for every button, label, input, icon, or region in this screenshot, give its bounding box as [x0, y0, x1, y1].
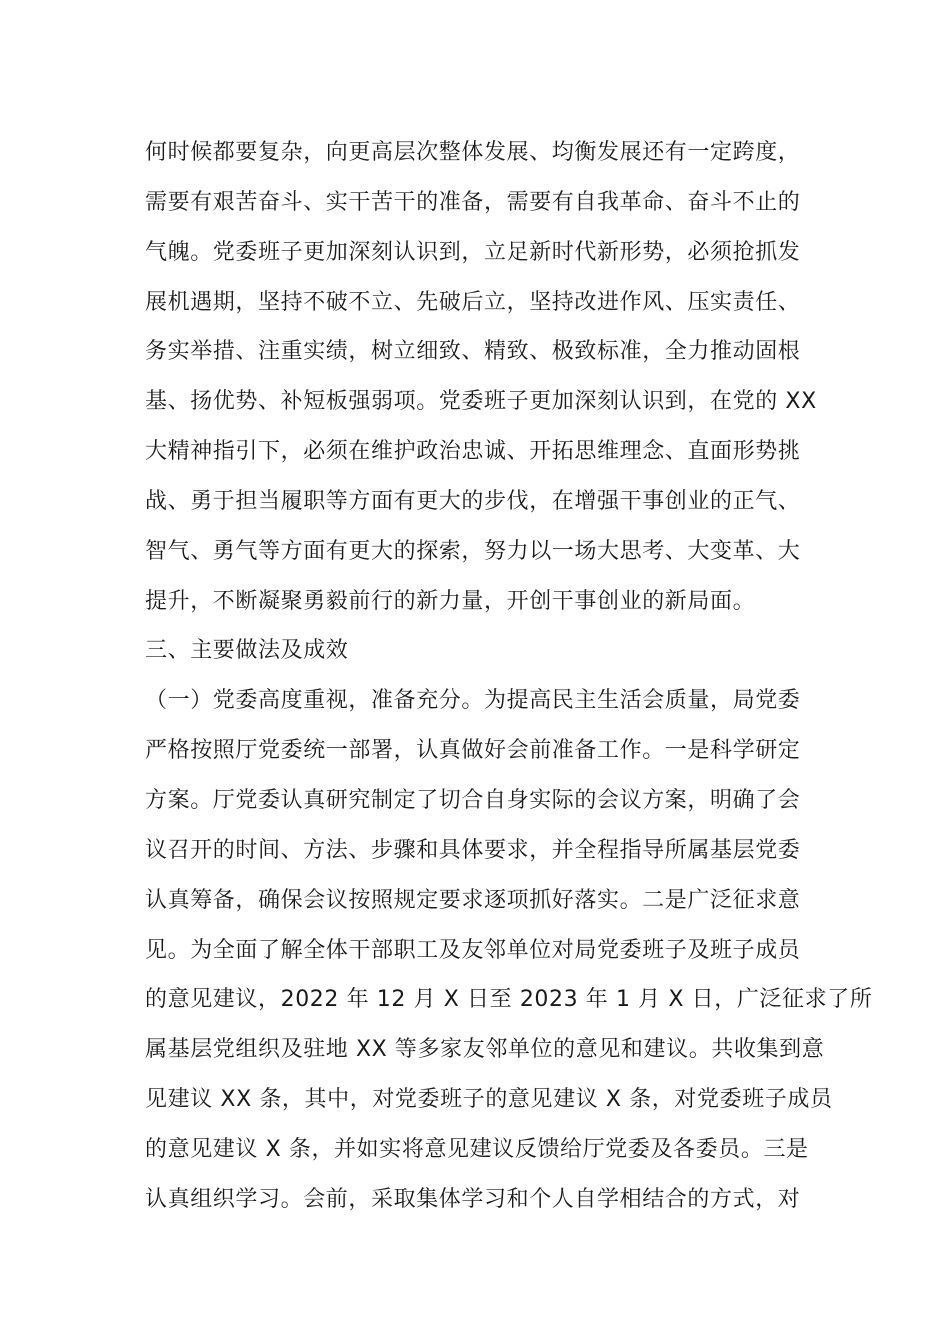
text-line: 气魄。党委班子更加深刻认识到，立足新时代新形势，必须抢抓发 — [145, 239, 801, 265]
text-line: 的意见建议，2022 年 12 月 X 日至 2023 年 1 月 X 日，广泛征求了所 — [145, 987, 873, 1013]
text-line: 认真组织学习。会前，采取集体学习和个人自学相结合的方式，对 — [145, 1186, 801, 1212]
body-text — [145, 128, 873, 1225]
text-line: 见。为全面了解全体干部职工及友邻单位对局党委班子及班子成员 — [145, 937, 801, 963]
text-line: 属基层党组织及驻地 XX 等多家友邻单位的意见和建议。共收集到意 — [145, 1037, 825, 1063]
section-heading: 三、主要做法及成效 — [145, 638, 349, 664]
text-line: 严格按照厅党委统一部署，认真做好会前准备工作。一是科学研定 — [145, 738, 801, 764]
text-line: 认真筹备，确保会议按照规定要求逐项抓好落实。二是广泛征求意 — [145, 887, 801, 913]
text-line: 大精神指引下，必须在维护政治忠诚、开拓思维理念、直面形势挑 — [145, 439, 801, 465]
text-line: 议召开的时间、方法、步骤和具体要求，并全程指导所属基层党委 — [145, 837, 801, 863]
text-line: 展机遇期，坚持不破不立、先破后立，坚持改进作风、压实责任、 — [145, 289, 801, 315]
text-line: 战、勇于担当履职等方面有更大的步伐，在增强干事创业的正气、 — [145, 488, 801, 514]
text-line: 智气、勇气等方面有更大的探索，努力以一场大思考、大变革、大 — [145, 538, 801, 564]
text-line: （一）党委高度重视，准备充分。为提高民主生活会质量，局党委 — [145, 688, 801, 714]
text-line: 见建议 XX 条，其中，对党委班子的意见建议 X 条，对党委班子成员 — [145, 1087, 833, 1113]
text-line: 的意见建议 X 条，并如实将意见建议反馈给厅党委及各委员。三是 — [145, 1136, 809, 1162]
text-line: 基、扬优势、补短板强弱项。党委班子更加深刻认识到，在党的 XX — [145, 389, 817, 415]
text-line: 提升，不断凝聚勇毅前行的新力量，开创干事创业的新局面。 — [145, 588, 756, 614]
text-line: 务实举措、注重实绩，树立细致、精致、极致标准，全力推动固根 — [145, 339, 801, 365]
text-line: 方案。厅党委认真研究制定了切合自身实际的会议方案，明确了会 — [145, 787, 801, 813]
text-line: 需要有艰苦奋斗、实干苦干的准备，需要有自我革命、奋斗不止的 — [145, 189, 801, 215]
text-line: 何时候都要复杂，向更高层次整体发展、均衡发展还有一定跨度， — [145, 140, 801, 165]
